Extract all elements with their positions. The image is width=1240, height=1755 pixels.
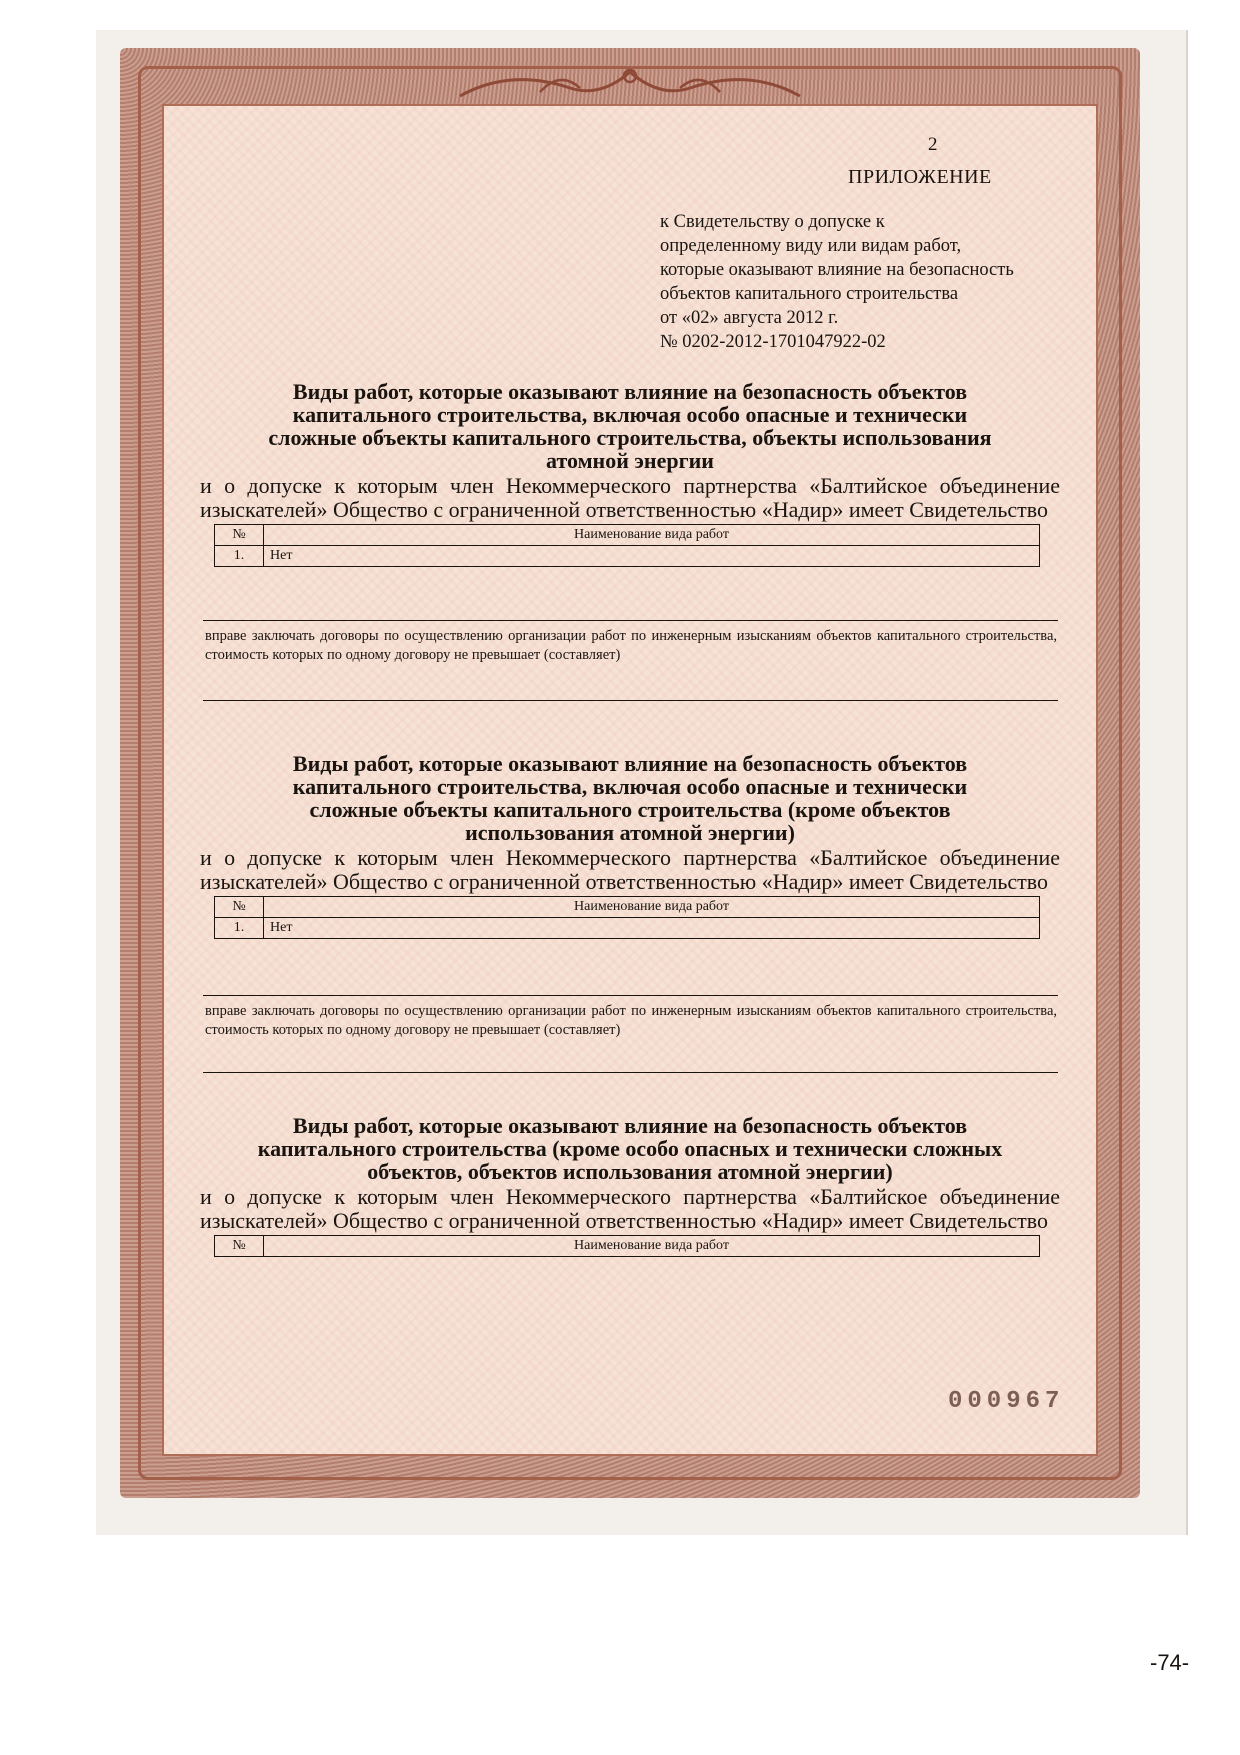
footer-page-number: -74- (1150, 1650, 1190, 1675)
divider-line (203, 700, 1058, 701)
table-header-name: Наименование вида работ (264, 1236, 1040, 1257)
contract-text: вправе заключать договоры по осуществлению организации работ по инженерным изысканиям объектов капитального строительства, стоимость которых по одному договору не превышает (составляет) (205, 628, 1057, 663)
table-header-row (215, 1236, 1040, 1257)
table-row (215, 546, 1040, 567)
table-header-name: Наименование вида работ (264, 897, 1040, 918)
table-header-name: Наименование вида работ (264, 525, 1040, 546)
section-title-line: Виды работ, которые оказывают влияние на безопасность объектов (292, 751, 968, 776)
table-header-row (215, 897, 1040, 918)
section-title-line: сложные объекты капитального строительства (кроме объектов (309, 797, 951, 822)
section-title-line: капитального строительства, включая особо опасные и технически (292, 402, 968, 427)
appendix-line: определенному виду или видам работ, (660, 236, 962, 256)
works-table (214, 1235, 1040, 1257)
table-header-num: № (215, 1236, 264, 1257)
appendix-title: ПРИЛОЖЕНИЕ (848, 166, 992, 188)
contract-text: вправе заключать договоры по осуществлению организации работ по инженерным изысканиям объектов капитального строительства, стоимость которых по одному договору не превышает (составляет) (205, 1003, 1057, 1038)
works-section-1 (200, 380, 1060, 567)
appendix-line: от «02» августа 2012 г. (660, 308, 839, 328)
works-section-2 (200, 752, 1060, 939)
section-title (200, 380, 1060, 472)
appendix-reference (660, 210, 1090, 354)
appendix-page-number: 2 (928, 134, 938, 155)
section-title-line: объектов, объектов использования атомной энергии) (367, 1159, 893, 1184)
ornament-icon (450, 58, 810, 106)
table-cell-num: 1. (215, 918, 264, 939)
section-title-line: капитального строительства, включая особо опасные и технически (292, 774, 968, 799)
works-table (214, 896, 1040, 939)
section-title-line: сложные объекты капитального строительства, объекты использования (268, 425, 992, 450)
works-table (214, 524, 1040, 567)
section-title-line: атомной энергии (546, 448, 714, 473)
divider-line (203, 995, 1058, 996)
section-paragraph: и о допуске к которым член Некоммерческого партнерства «Балтийское объединение изыскателей» Общество с ограниченной ответственностью «Надир» имеет Свидетельство (200, 1184, 1060, 1233)
serial-number: 000967 (948, 1388, 1065, 1415)
table-cell-num: 1. (215, 546, 264, 567)
table-row (215, 918, 1040, 939)
table-cell-name: Нет (264, 918, 1040, 939)
table-cell-name: Нет (264, 546, 1040, 567)
section-title-line: капитального строительства (кроме особо опасных и технически сложных (257, 1136, 1003, 1161)
divider-line (203, 620, 1058, 621)
divider-line (203, 1072, 1058, 1073)
section-title (200, 1114, 1060, 1183)
appendix-line: к Свидетельству о допуске к (660, 212, 885, 232)
section-title (200, 752, 1060, 844)
section-paragraph: и о допуске к которым член Некоммерческого партнерства «Балтийское объединение изыскателей» Общество с ограниченной ответственностью «Надир» имеет Свидетельство (200, 845, 1060, 894)
section-title-line: Виды работ, которые оказывают влияние на безопасность объектов (292, 379, 968, 404)
table-header-num: № (215, 897, 264, 918)
section-paragraph: и о допуске к которым член Некоммерческого партнерства «Балтийское объединение изыскателей» Общество с ограниченной ответственностью «Надир» имеет Свидетельство (200, 473, 1060, 522)
table-header-row (215, 525, 1040, 546)
section-title-line: использования атомной энергии) (465, 820, 795, 845)
appendix-line: объектов капитального строительства (660, 284, 959, 304)
works-section-3 (200, 1114, 1060, 1257)
table-header-num: № (215, 525, 264, 546)
appendix-line: которые оказывают влияние на безопасность (660, 260, 1014, 280)
section-title-line: Виды работ, которые оказывают влияние на безопасность объектов (292, 1113, 968, 1138)
appendix-line: № 0202-2012-1701047922-02 (660, 332, 886, 352)
